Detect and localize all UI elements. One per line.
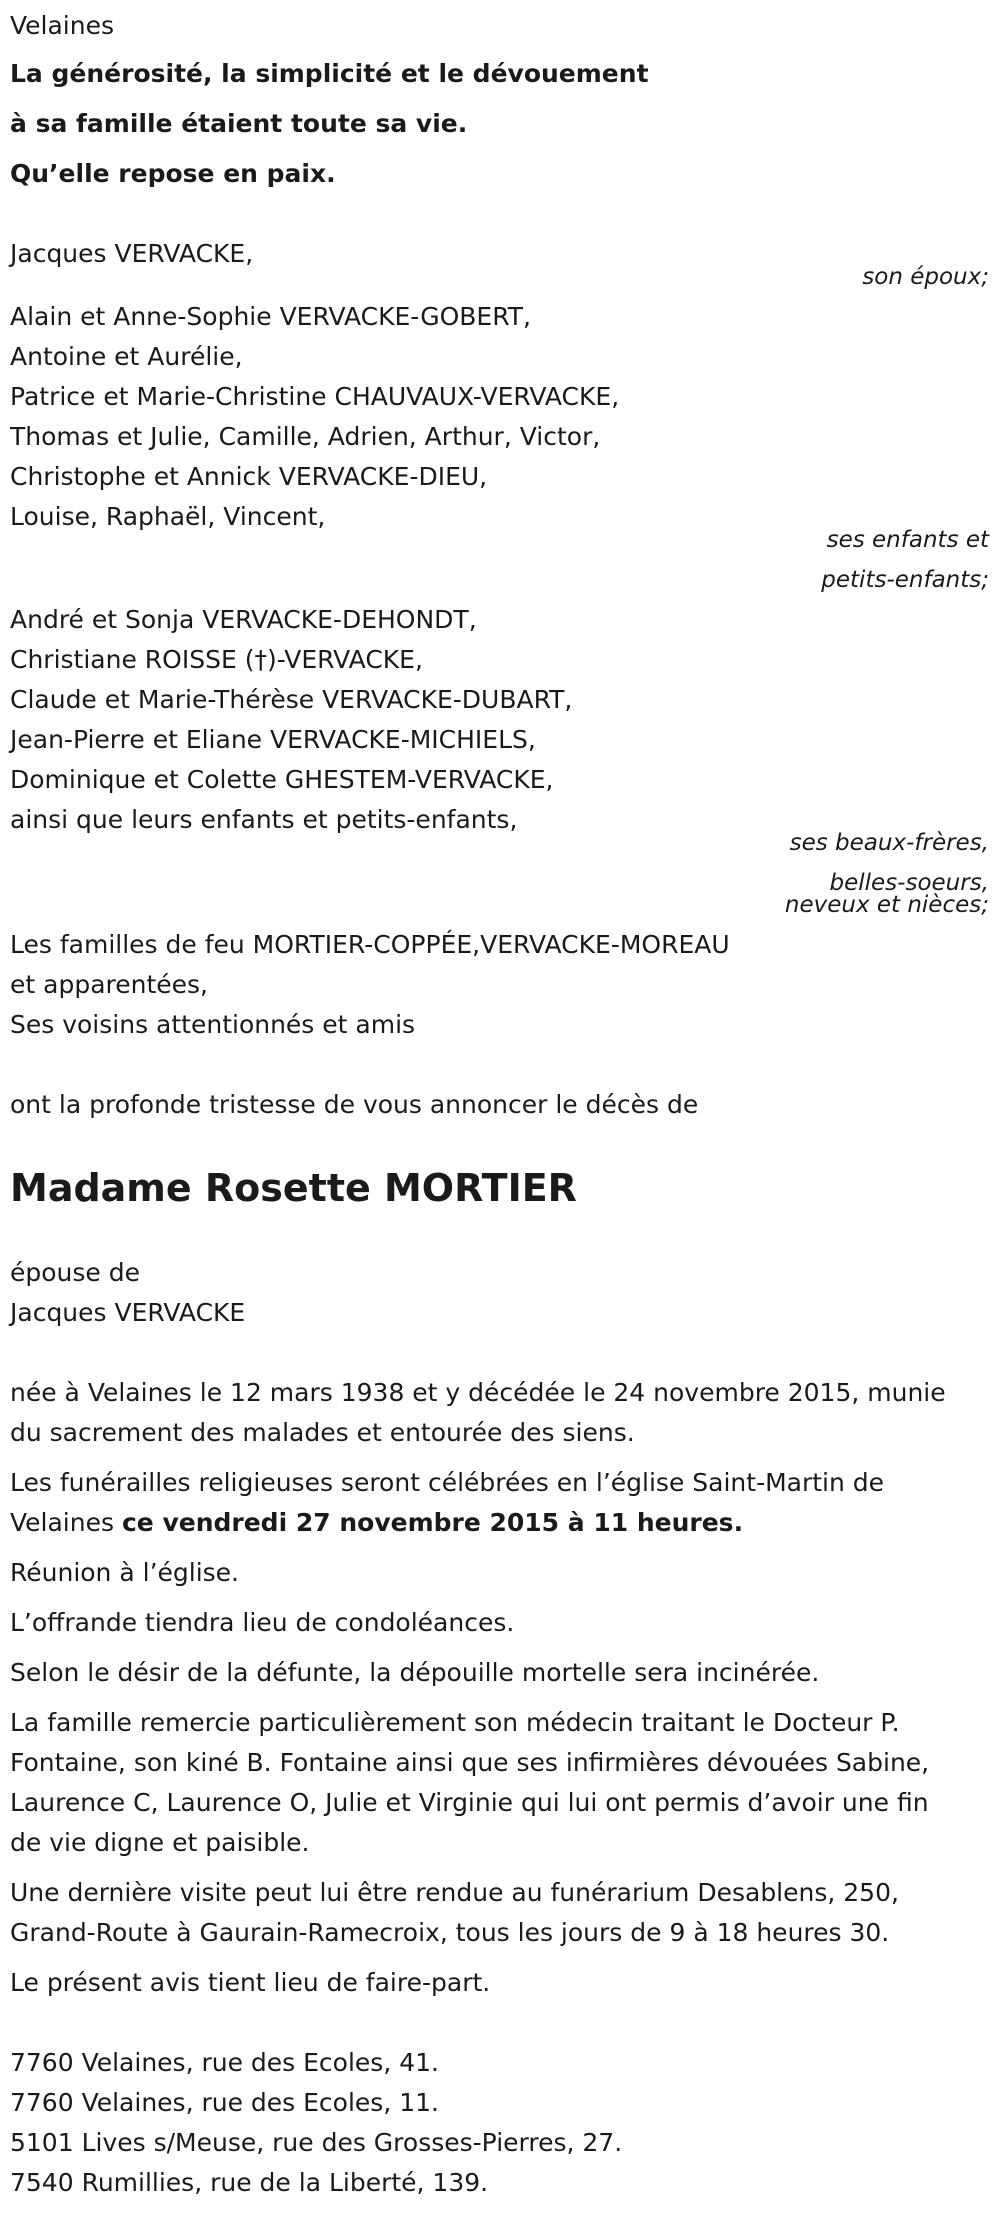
offering-note: L’offrande tiendra lieu de condoléances.	[10, 1608, 515, 1637]
spouse-of-line: épouse de	[10, 1258, 140, 1287]
epitaph-line: à sa famille étaient toute sa vie.	[10, 109, 468, 138]
address-line: 7760 Velaines, rue des Ecoles, 41.	[10, 2048, 439, 2077]
child-line: Antoine et Aurélie,	[10, 342, 243, 371]
in-law-line: Dominique et Colette GHESTEM-VERVACKE,	[10, 765, 554, 794]
child-line: Louise, Raphaël, Vincent,	[10, 502, 326, 531]
deceased-name: Madame Rosette MORTIER	[10, 1166, 577, 1210]
funeral-line: Les funérailles religieuses seront célébrées en l’église Saint-Martin de	[10, 1468, 885, 1497]
in-laws-relation: belles-soeurs,	[829, 870, 989, 896]
spouse-relation: son époux;	[862, 264, 989, 290]
spouse-of-line: Jacques VERVACKE	[10, 1298, 246, 1327]
in-law-line: Claude et Marie-Thérèse VERVACKE-DUBART,	[10, 685, 573, 714]
child-line: Patrice et Marie-Christine CHAUVAUX-VERVACKE,	[10, 382, 620, 411]
funeral-place: Velaines	[10, 1508, 115, 1537]
visit-line: Grand-Route à Gaurain-Ramecroix, tous les jours de 9 à 18 heures 30.	[10, 1918, 890, 1947]
child-line: Thomas et Julie, Camille, Adrien, Arthur, Victor,	[10, 422, 601, 451]
visit-line: Une dernière visite peut lui être rendue au funérarium Desablens, 250,	[10, 1878, 899, 1907]
town-name: Velaines	[10, 11, 115, 40]
other-family-line: Ses voisins attentionnés et amis	[10, 1010, 416, 1039]
other-family-line: Les familles de feu MORTIER-COPPÉE,VERVACKE-MOREAU	[10, 930, 730, 959]
in-laws-relation: neveux et nièces;	[784, 892, 989, 918]
other-family-line: et apparentées,	[10, 970, 208, 999]
thanks-line: Laurence C, Laurence O, Julie et Virginie qui lui ont permis d’avoir une fin	[10, 1788, 929, 1817]
thanks-line: Fontaine, son kiné B. Fontaine ainsi que ses infirmières dévouées Sabine,	[10, 1748, 930, 1777]
notice-line: Le présent avis tient lieu de faire-part.	[10, 1968, 491, 1997]
child-line: Christophe et Annick VERVACKE-DIEU,	[10, 462, 488, 491]
epitaph-line: Qu’elle repose en paix.	[10, 159, 336, 188]
funeral-date: ce vendredi 27 novembre 2015 à 11 heures.	[121, 1508, 744, 1537]
epitaph-line: La générosité, la simplicité et le dévouement	[10, 59, 649, 88]
children-relation: ses enfants et	[826, 527, 989, 553]
in-law-line: Jean-Pierre et Eliane VERVACKE-MICHIELS,	[10, 725, 536, 754]
cremation-note: Selon le désir de la défunte, la dépouille mortelle sera incinérée.	[10, 1658, 820, 1687]
thanks-line: de vie digne et paisible.	[10, 1828, 310, 1857]
address-line: 5101 Lives s/Meuse, rue des Grosses-Pierres, 27.	[10, 2128, 623, 2157]
children-relation: petits-enfants;	[821, 567, 989, 593]
birth-death-line: née à Velaines le 12 mars 1938 et y décédée le 24 novembre 2015, munie	[10, 1378, 946, 1407]
meeting-note: Réunion à l’église.	[10, 1558, 240, 1587]
birth-death-line: du sacrement des malades et entourée des siens.	[10, 1418, 635, 1447]
spouse-name: Jacques VERVACKE,	[10, 239, 254, 268]
address-line: 7540 Rumillies, rue de la Liberté, 139.	[10, 2168, 489, 2197]
in-laws-relation: ses beaux-frères,	[789, 830, 989, 856]
funeral-date-line	[10, 1506, 743, 1540]
in-law-line: ainsi que leurs enfants et petits-enfants,	[10, 805, 518, 834]
announcement: ont la profonde tristesse de vous annoncer le décès de	[10, 1090, 699, 1119]
in-law-line: André et Sonja VERVACKE-DEHONDT,	[10, 605, 477, 634]
child-line: Alain et Anne-Sophie VERVACKE-GOBERT,	[10, 302, 531, 331]
thanks-line: La famille remercie particulièrement son médecin traitant le Docteur P.	[10, 1708, 900, 1737]
address-line: 7760 Velaines, rue des Ecoles, 11.	[10, 2088, 439, 2117]
in-law-line: Christiane ROISSE (†)-VERVACKE,	[10, 645, 423, 674]
